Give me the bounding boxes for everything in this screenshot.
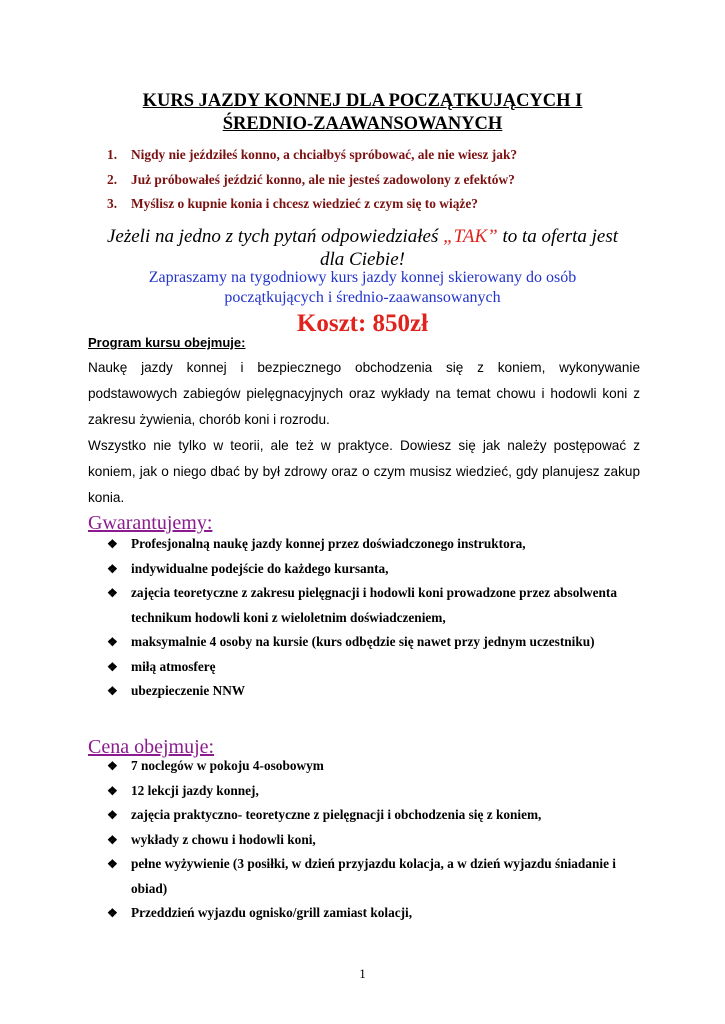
guarantee-item-text: ubezpieczenie NNW — [131, 683, 246, 698]
question-text: Już próbowałeś jeździć konno, ale nie jesteś zadowolony z efektów? — [131, 171, 515, 187]
price-item — [107, 754, 627, 779]
price-item — [107, 852, 627, 901]
price-item — [107, 901, 627, 926]
answer-prompt-tak: „TAK” — [443, 226, 498, 247]
bullet-diamond-icon: ❖ — [107, 635, 118, 649]
guarantee-item — [107, 581, 627, 630]
price-includes-heading: Cena obejmuje: — [88, 736, 215, 758]
program-paragraph-2: Wszystko nie tylko w teorii, ale też w praktyce. Dowiesz się jak należy postępować z koniem, jak o niego dbać by był zdrowy oraz o czym musisz wiedzieć, gdy planujesz zakup konia. — [88, 438, 640, 505]
guarantee-item — [107, 557, 627, 582]
bullet-diamond-icon: ❖ — [107, 537, 118, 551]
question-text: Myślisz o kupnie konia i chcesz wiedzieć z czym się to wiąże? — [131, 196, 478, 211]
answer-prompt-after: to ta oferta jest — [497, 226, 619, 247]
guarantee-item — [107, 630, 627, 655]
question-number: 1. — [107, 147, 118, 162]
bullet-diamond-icon: ❖ — [107, 659, 118, 674]
guarantee-item-text: zajęcia teoretyczne z zakresu pielęgnacji i hodowli koni prowadzone przez absolwenta technikum hodowli koni z wieloletnim doświadczeniem, — [131, 585, 618, 625]
bullet-diamond-icon: ❖ — [107, 906, 118, 920]
question-item — [107, 196, 627, 221]
question-list — [107, 147, 627, 221]
guarantee-item — [107, 532, 627, 557]
question-item — [107, 147, 627, 172]
bullet-diamond-icon: ❖ — [107, 832, 118, 847]
bullet-diamond-icon: ❖ — [107, 808, 118, 822]
program-description — [88, 355, 640, 511]
course-cost: Koszt: 850zł — [296, 310, 429, 337]
guarantee-item — [107, 679, 627, 704]
page-title-line-2: ŚREDNIO-ZAAWANSOWANYCH — [222, 114, 503, 134]
guarantee-heading: Gwarantujemy: — [88, 512, 213, 534]
question-number: 2. — [107, 171, 118, 187]
price-item-text: 12 lekcji jazdy konnej, — [131, 782, 259, 798]
question-item — [107, 172, 627, 197]
price-item — [107, 803, 627, 828]
price-item-text: Przeddzień wyjazdu ognisko/grill zamiast kolacji, — [131, 905, 413, 920]
guarantee-item-text: maksymalnie 4 osoby na kursie (kurs odbędzie się nawet przy jednym uczestniku) — [131, 634, 595, 649]
price-includes-list — [107, 754, 627, 926]
guarantee-list — [107, 532, 627, 704]
price-item — [107, 779, 627, 804]
price-item-text: wykłady z chowu i hodowli koni, — [131, 831, 316, 847]
program-paragraph-1: Naukę jazdy konnej i bezpiecznego obchodzenia się z koniem, wykonywanie podstawowych zabiegów pielęgnacyjnych oraz wykłady na temat chowu i hodowli koni z zakresu żywienia, chorób koni i rozrodu. — [88, 360, 640, 427]
answer-prompt-line-1 — [80, 225, 645, 248]
price-item-text: zajęcia praktyczno- teoretyczne z pielęgnacji i obchodzenia się z koniem, — [131, 807, 542, 822]
answer-prompt-line-2: dla Ciebie! — [320, 249, 405, 270]
guarantee-item-text: indywidualne podejście do każdego kursanta, — [131, 560, 389, 576]
guarantee-item — [107, 655, 627, 680]
invite-line-1: Zapraszamy na tygodniowy kurs jazdy konnej skierowany do osób — [148, 269, 577, 286]
bullet-diamond-icon: ❖ — [107, 759, 118, 773]
page-number: 1 — [359, 966, 366, 981]
bullet-diamond-icon: ❖ — [107, 586, 118, 600]
invite-line-2: początkujących i średnio-zaawansowanych — [224, 289, 501, 306]
price-item — [107, 828, 627, 853]
bullet-diamond-icon: ❖ — [107, 561, 118, 576]
price-item-text: pełne wyżywienie (3 posiłki, w dzień przyjazdu kolacja, a w dzień wyjazdu śniadanie i obiad) — [131, 856, 616, 896]
answer-prompt-before: Jeżeli na jedno z tych pytań odpowiedziałeś — [106, 226, 444, 247]
page-title-line-1: KURS JAZDY KONNEJ DLA POCZĄTKUJĄCYCH I — [142, 91, 583, 111]
bullet-diamond-icon: ❖ — [107, 857, 118, 871]
bullet-diamond-icon: ❖ — [107, 684, 118, 698]
question-text: Nigdy nie jeździłeś konno, a chciałbyś spróbować, ale nie wiesz jak? — [131, 147, 518, 162]
guarantee-item-text: miłą atmosferę — [131, 658, 216, 674]
guarantee-item-text: Profesjonalną naukę jazdy konnej przez doświadczonego instruktora, — [131, 536, 526, 551]
program-heading: Program kursu obejmuje: — [88, 335, 246, 350]
price-item-text: 7 noclegów w pokoju 4-osobowym — [131, 758, 324, 773]
bullet-diamond-icon: ❖ — [107, 783, 118, 798]
question-number: 3. — [107, 196, 118, 211]
